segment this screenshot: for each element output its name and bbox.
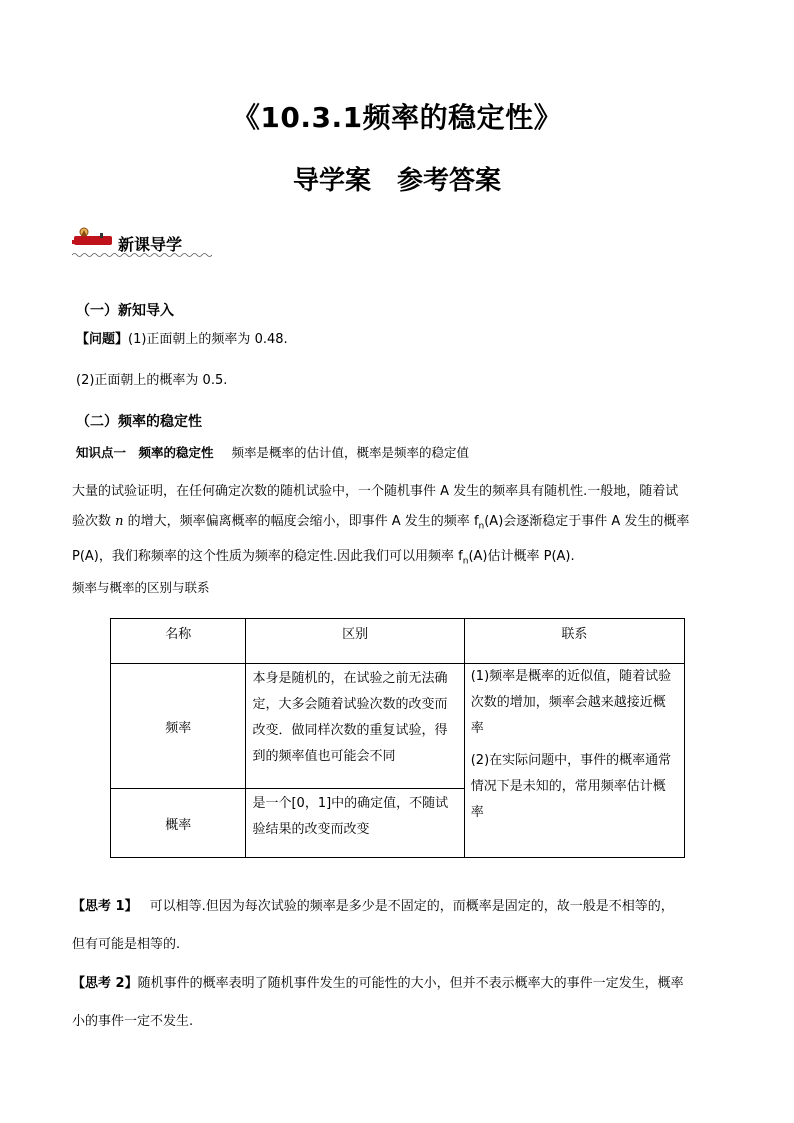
row-name-probability: 概率 — [111, 789, 246, 858]
row-name-frequency: 频率 — [111, 664, 246, 789]
part2-heading: （二）频率的稳定性 — [76, 414, 202, 430]
table-caption: 频率与概率的区别与联系 — [72, 580, 210, 595]
pencil-banner-icon — [72, 226, 116, 252]
question-answer-2: (2)正面朝上的概率为 0.5. — [76, 373, 228, 388]
body-line-3: P(A)，我们称频率的这个性质为频率的稳定性.因此我们可以用频率 $f_n(A)$估计概率 P(A). — [72, 548, 575, 567]
header-difference: 区别 — [246, 619, 464, 664]
row-diff-probability: 是一个[0，1]中的确定值，不随试验结果的改变而改变 — [246, 789, 464, 858]
think-1 — [72, 892, 732, 960]
relation-cell — [464, 664, 684, 858]
think-2-text: 随机事件的概率表明了随机事件发生的可能性的大小，但并不表示概率大的事件一定发生，概率 — [137, 976, 684, 991]
knowledge-point — [76, 443, 469, 461]
body-paragraph — [72, 477, 732, 576]
header-name: 名称 — [111, 619, 246, 664]
wavy-underline — [72, 252, 212, 258]
knowledge-point-label: 知识点一 频率的稳定性 — [76, 445, 214, 460]
header-relation: 联系 — [464, 619, 684, 664]
table-header-row — [111, 619, 685, 664]
row-diff-frequency: 本身是随机的，在试验之前无法确定，大多会随着试验次数的改变而改变．做同样次数的重复试验，得到的频率值也可能会不同 — [246, 664, 464, 789]
think-2-tag: 【思考 2】 — [72, 976, 138, 991]
table-row — [111, 664, 685, 789]
section-banner — [72, 222, 212, 258]
section-title: 新课导学 — [118, 235, 183, 254]
body-line-2: 验次数 n 的增大，频率偏离概率的幅度会缩小，即事件 A 发生的频率 $f_n(A)$会逐渐稳定于事件 A 发生的概率 — [72, 514, 690, 532]
think-1-text-2: 但有可能是相等的. — [72, 937, 181, 952]
relation-1: (1)频率是概率的近似值，随着试验次数的增加，频率会越来越接近概率 — [470, 669, 672, 736]
think-2 — [72, 969, 732, 1037]
document-title: 《10.3.1频率的稳定性》 — [231, 101, 563, 134]
question-answer-1: (1)正面朝上的频率为 0.48. — [128, 332, 288, 347]
question-line — [76, 325, 288, 355]
comparison-table — [110, 618, 685, 858]
body-line-1: 大量的试验证明，在任何确定次数的随机试验中，一个随机事件 A 发生的频率具有随机性.一般地，随着试 — [72, 484, 679, 499]
knowledge-point-text: 频率是概率的估计值，概率是频率的稳定值 — [231, 445, 470, 460]
question-tag: 【问题】 — [76, 332, 129, 347]
think-1-tag: 【思考 1】 — [72, 899, 138, 914]
think-1-text: 可以相等.但因为每次试验的频率是多少是不固定的，而概率是固定的，故一般是不相等的， — [149, 899, 674, 914]
relation-2: (2)在实际问题中，事件的概率通常情况下是未知的，常用频率估计概率 — [470, 753, 672, 820]
part1-heading: （一）新知导入 — [76, 303, 174, 319]
think-2-text-2: 小的事件一定不发生. — [72, 1014, 194, 1029]
document-subtitle: 导学案 参考答案 — [292, 166, 501, 196]
